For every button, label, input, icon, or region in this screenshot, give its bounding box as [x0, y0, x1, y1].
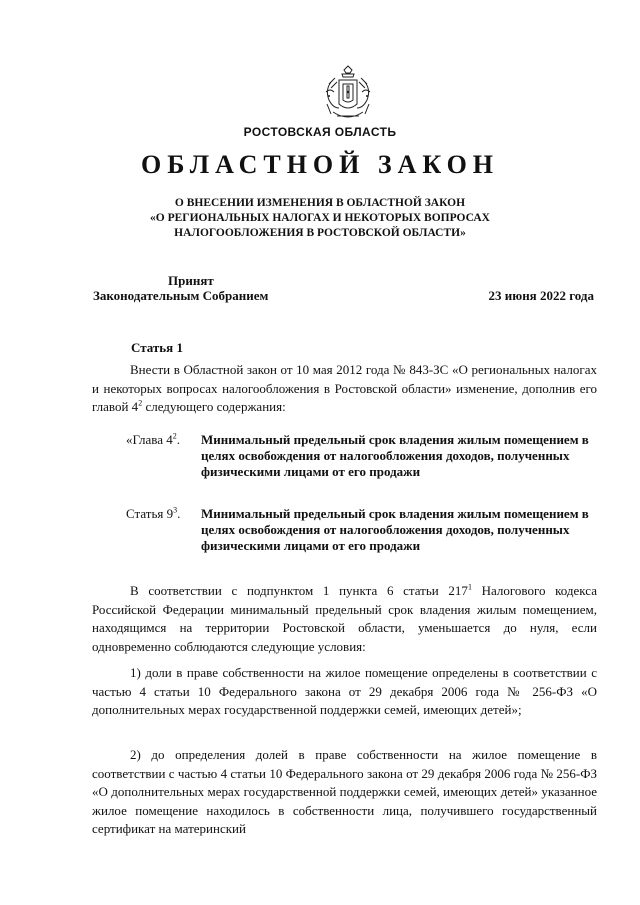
- body-paragraph-text-end: Налогового кодекса Российской Федерации минимальный предельный срок владения жилым помещением, находящимся на территории Ростовской области, уменьшается до нуля, если одновременно соблюдаются следующие условия:: [92, 583, 597, 654]
- chapter-title: Минимальный предельный срок владения жилым помещением в целях освобождения от налогообложения доходов, полученных физическими лицами от его продажи: [201, 432, 589, 479]
- superscript: 2: [138, 398, 143, 408]
- article-9-prefix-text: Статья 9: [126, 506, 174, 521]
- chapter-prefix-text: «Глава 4: [126, 432, 173, 447]
- law-subject: [60, 196, 580, 241]
- chapter-prefix-dot: .: [176, 432, 181, 447]
- chapter-heading: [126, 432, 596, 498]
- superscript: 3: [173, 505, 178, 515]
- body-paragraph-text: В соответствии с подпунктом 1 пункта 6 статьи 217: [130, 583, 468, 598]
- condition-item-2: 2) до определения долей в праве собственности на жилое помещение в соответствии с частью 4 статьи 10 Федерального закона от 29 декабря 2006 года № 256-ФЗ «О дополнительных мерах государственной поддержки семей, имеющих детей» указанное жилое помещение находилось в собственности лица, получившего государственный сертификат на материнский: [92, 747, 597, 836]
- article-heading: Статья 1: [131, 340, 183, 355]
- adoption-date: 23 июня 2022 года: [488, 288, 594, 303]
- coat-of-arms-icon: [317, 64, 379, 126]
- article-9-prefix: [126, 506, 180, 522]
- condition-item-1: 1) доли в праве собственности на жилое помещение определены в соответствии с частью 4 статьи 10 Федерального закона от 29 декабря 2006 года № 256-ФЗ «О дополнительных мерах государственной поддержки семей, имеющих детей»;: [92, 665, 597, 717]
- body-paragraph: [92, 582, 597, 656]
- chapter-prefix: [126, 432, 180, 448]
- superscript: 1: [467, 582, 472, 592]
- adoption-label: Принят: [168, 273, 214, 288]
- law-subject-line: «О РЕГИОНАЛЬНЫХ НАЛОГАХ И НЕКОТОРЫХ ВОПРОСАХ: [150, 212, 490, 224]
- article-intro-text-end: следующего содержания:: [142, 399, 286, 414]
- article-9-prefix-dot: .: [177, 506, 181, 521]
- document-type: ОБЛАСТНОЙ ЗАКОН: [140, 150, 500, 179]
- article-intro-text: Внести в Областной закон от 10 мая 2012 года № 843-ЗС «О региональных налогах и некоторых вопросах налогообложения в Ростовской области» изменение, дополнив его главой 4: [92, 362, 597, 414]
- law-subject-line: О ВНЕСЕНИИ ИЗМЕНЕНИЯ В ОБЛАСТНОЙ ЗАКОН: [174, 197, 466, 209]
- article-intro: [92, 361, 597, 417]
- superscript: 2: [172, 431, 177, 441]
- law-subject-line: НАЛОГООБЛОЖЕНИЯ В РОСТОВСКОЙ ОБЛАСТИ»: [174, 227, 466, 239]
- region-name: РОСТОВСКАЯ ОБЛАСТЬ: [243, 125, 397, 139]
- article-9-heading: [126, 506, 596, 572]
- adoption-body: Законодательным Собранием: [93, 288, 269, 303]
- article-9-title: Минимальный предельный срок владения жилым помещением в целях освобождения от налогообложения доходов, полученных физическими лицами от его продажи: [201, 506, 589, 553]
